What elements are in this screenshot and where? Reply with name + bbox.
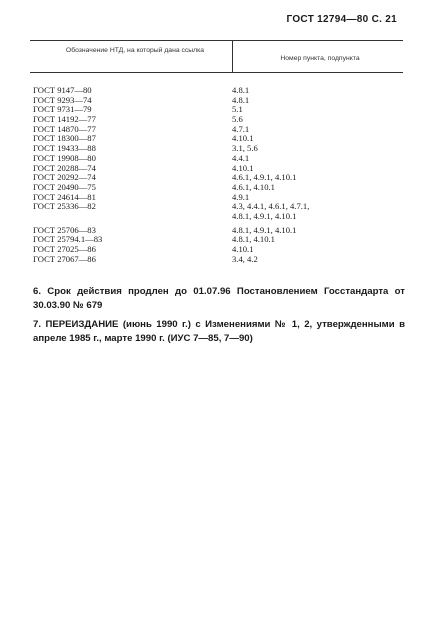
clause-cell: 5.6 [232,114,243,125]
document-cell: ГОСТ 20292—74 [33,172,96,183]
clause-cell: 4.7.1 [232,123,250,134]
document-cell: ГОСТ 9147—80 [33,85,92,95]
clause-cell: 4.4.1 [232,152,250,163]
document-cell: ГОСТ 25706—83 [33,224,96,235]
clause-cell: 4.9.1 [232,191,250,202]
clause-cell: 4.8.1, 4.10.1 [232,234,275,245]
clause-cell: 3.4, 4.2 [232,253,258,264]
document-cell: ГОСТ 20490—75 [33,181,96,192]
paragraph-6: 6. Срок действия продлен до 01.07.96 Постановлением Госстандарта от 30.03.90 № 679 [33,286,405,311]
document-cell: ГОСТ 14870—77 [33,123,96,134]
document-cell: ГОСТ 27067—86 [33,253,96,264]
column-header-document: Обозначение НТД, на который дана ссылка [65,47,205,54]
page-header: ГОСТ 12794—80 С. 21 [286,14,397,25]
table-row [0,212,427,222]
table-header-rule [30,72,403,73]
table-row [0,202,427,212]
clause-cell: 4.8.1, 4.9.1, 4.10.1 [232,224,297,235]
document-cell: ГОСТ 18300—87 [33,133,96,144]
clause-cell: 4.10.1 [232,133,254,144]
document-cell: ГОСТ 19433—88 [33,143,96,154]
clause-cell: 4.6.1, 4.10.1 [232,181,275,192]
table-column-divider [232,40,233,72]
clause-cell: 4.10.1 [232,244,254,254]
column-header-clause: Номер пункта, подпункта [280,55,360,62]
table-row [0,255,427,265]
clause-cell: 5.1 [232,104,243,115]
reference-table [0,86,427,264]
document-cell: ГОСТ 20288—74 [33,162,96,173]
clause-cell: 4.8.1 [232,85,250,95]
clause-cell: 4.8.1, 4.9.1, 4.10.1 [232,210,297,221]
clause-cell: 4.3, 4.4.1, 4.6.1, 4.7.1, [232,201,310,212]
document-cell: ГОСТ 27025—86 [33,244,96,254]
document-cell: ГОСТ 19908—80 [33,152,96,163]
document-cell: ГОСТ 9731—79 [33,104,92,115]
document-cell: ГОСТ 25794.1—83 [33,234,103,245]
clause-cell: 3.1, 5.6 [232,143,258,154]
clause-cell: 4.10.1 [232,162,254,173]
clause-cell: 4.8.1 [232,94,250,105]
document-cell: ГОСТ 14192—77 [33,114,96,125]
paragraph-7: 7. ПЕРЕИЗДАНИЕ (июнь 1990 г.) с Изменениями № 1, 2, утвержденными в апреле 1985 г., марте 1990 г. (ИУС 7—85, 7—90) [33,319,405,344]
clause-cell: 4.6.1, 4.9.1, 4.10.1 [232,172,297,183]
table-top-rule [30,40,403,41]
document-cell: ГОСТ 9293—74 [33,94,92,105]
document-cell: ГОСТ 24614—81 [33,191,96,202]
document-cell: ГОСТ 25336—82 [33,201,96,212]
